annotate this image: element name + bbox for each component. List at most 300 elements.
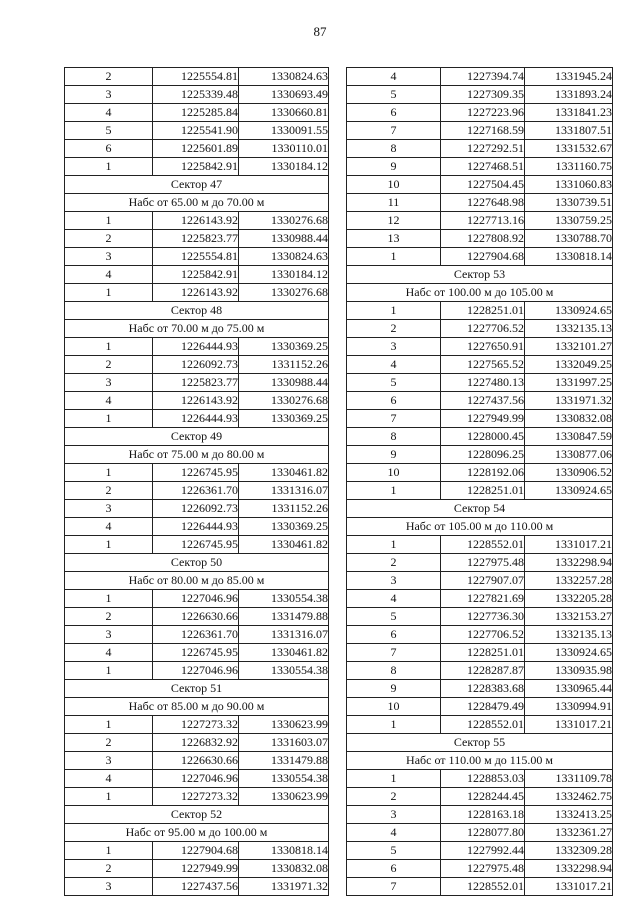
altitude-range-row xyxy=(65,824,329,842)
point-number-cell: 9 xyxy=(347,446,441,464)
coordinates-table-left xyxy=(64,67,329,896)
point-number-cell: 7 xyxy=(347,644,441,662)
y-coordinate-cell: 1330832.08 xyxy=(525,410,613,428)
point-number-cell: 10 xyxy=(347,698,441,716)
sector-header-row xyxy=(65,302,329,320)
x-coordinate-cell: 1228096.25 xyxy=(441,446,525,464)
table-row xyxy=(347,392,613,410)
x-coordinate-cell: 1226444.93 xyxy=(153,410,239,428)
sector-title: Сектор 55 xyxy=(347,734,613,752)
table-row xyxy=(347,122,613,140)
x-coordinate-cell: 1228552.01 xyxy=(441,716,525,734)
x-coordinate-cell: 1228552.01 xyxy=(441,536,525,554)
table-row xyxy=(347,482,613,500)
y-coordinate-cell: 1330935.98 xyxy=(525,662,613,680)
table-row xyxy=(347,662,613,680)
page-number: 87 xyxy=(313,24,327,39)
point-number-cell: 7 xyxy=(347,878,441,896)
x-coordinate-cell: 1227904.68 xyxy=(441,248,525,266)
x-coordinate-cell: 1227904.68 xyxy=(153,842,239,860)
table-row xyxy=(65,248,329,266)
x-coordinate-cell: 1228552.01 xyxy=(441,878,525,896)
x-coordinate-cell: 1227273.32 xyxy=(153,788,239,806)
x-coordinate-cell: 1226361.70 xyxy=(153,482,239,500)
sector-header-row xyxy=(65,176,329,194)
table-row xyxy=(65,626,329,644)
table-row xyxy=(347,176,613,194)
y-coordinate-cell: 1330369.25 xyxy=(239,518,329,536)
point-number-cell: 5 xyxy=(347,842,441,860)
y-coordinate-cell: 1331152.26 xyxy=(239,356,329,374)
point-number-cell: 7 xyxy=(347,122,441,140)
x-coordinate-cell: 1228244.45 xyxy=(441,788,525,806)
table-row xyxy=(347,212,613,230)
table-row xyxy=(347,86,613,104)
point-number-cell: 2 xyxy=(65,356,153,374)
x-coordinate-cell: 1225541.90 xyxy=(153,122,239,140)
x-coordinate-cell: 1227468.51 xyxy=(441,158,525,176)
table-row xyxy=(347,248,613,266)
altitude-range: Набс от 65.00 м до 70.00 м xyxy=(65,194,329,212)
altitude-range: Набс от 100.00 м до 105.00 м xyxy=(347,284,613,302)
x-coordinate-cell: 1225842.91 xyxy=(153,158,239,176)
point-number-cell: 3 xyxy=(347,572,441,590)
table-row xyxy=(347,824,613,842)
y-coordinate-cell: 1331807.51 xyxy=(525,122,613,140)
y-coordinate-cell: 1330554.38 xyxy=(239,662,329,680)
x-coordinate-cell: 1226832.92 xyxy=(153,734,239,752)
point-number-cell: 1 xyxy=(65,590,153,608)
y-coordinate-cell: 1330660.81 xyxy=(239,104,329,122)
x-coordinate-cell: 1225554.81 xyxy=(153,68,239,86)
point-number-cell: 2 xyxy=(65,68,153,86)
y-coordinate-cell: 1330554.38 xyxy=(239,590,329,608)
altitude-range-row xyxy=(65,572,329,590)
point-number-cell: 4 xyxy=(347,824,441,842)
altitude-range-row xyxy=(65,194,329,212)
x-coordinate-cell: 1226143.92 xyxy=(153,284,239,302)
sector-title: Сектор 51 xyxy=(65,680,329,698)
x-coordinate-cell: 1226630.66 xyxy=(153,608,239,626)
x-coordinate-cell: 1227650.91 xyxy=(441,338,525,356)
point-number-cell: 9 xyxy=(347,158,441,176)
x-coordinate-cell: 1227046.96 xyxy=(153,662,239,680)
y-coordinate-cell: 1331532.67 xyxy=(525,140,613,158)
point-number-cell: 1 xyxy=(65,788,153,806)
y-coordinate-cell: 1331109.78 xyxy=(525,770,613,788)
point-number-cell: 4 xyxy=(65,104,153,122)
x-coordinate-cell: 1227437.56 xyxy=(441,392,525,410)
x-coordinate-cell: 1225339.48 xyxy=(153,86,239,104)
y-coordinate-cell: 1332361.27 xyxy=(525,824,613,842)
table-row xyxy=(65,734,329,752)
y-coordinate-cell: 1331017.21 xyxy=(525,716,613,734)
point-number-cell: 6 xyxy=(347,104,441,122)
altitude-range-row xyxy=(347,284,613,302)
y-coordinate-cell: 1330739.51 xyxy=(525,194,613,212)
altitude-range: Набс от 110.00 м до 115.00 м xyxy=(347,752,613,770)
table-row xyxy=(65,140,329,158)
y-coordinate-cell: 1330184.12 xyxy=(239,158,329,176)
table-row xyxy=(347,302,613,320)
point-number-cell: 9 xyxy=(347,680,441,698)
x-coordinate-cell: 1227168.59 xyxy=(441,122,525,140)
x-coordinate-cell: 1227480.13 xyxy=(441,374,525,392)
point-number-cell: 4 xyxy=(65,392,153,410)
point-number-cell: 2 xyxy=(65,608,153,626)
y-coordinate-cell: 1330110.01 xyxy=(239,140,329,158)
y-coordinate-cell: 1331017.21 xyxy=(525,878,613,896)
x-coordinate-cell: 1228853.03 xyxy=(441,770,525,788)
point-number-cell: 4 xyxy=(65,518,153,536)
point-number-cell: 1 xyxy=(65,158,153,176)
table-row xyxy=(347,806,613,824)
x-coordinate-cell: 1227394.74 xyxy=(441,68,525,86)
y-coordinate-cell: 1331060.83 xyxy=(525,176,613,194)
y-coordinate-cell: 1330988.44 xyxy=(239,230,329,248)
x-coordinate-cell: 1228163.18 xyxy=(441,806,525,824)
point-number-cell: 1 xyxy=(347,770,441,788)
x-coordinate-cell: 1225823.77 xyxy=(153,374,239,392)
y-coordinate-cell: 1330924.65 xyxy=(525,482,613,500)
y-coordinate-cell: 1330623.99 xyxy=(239,716,329,734)
y-coordinate-cell: 1331017.21 xyxy=(525,536,613,554)
table-row xyxy=(347,698,613,716)
table-row xyxy=(65,464,329,482)
point-number-cell: 3 xyxy=(65,86,153,104)
x-coordinate-cell: 1227273.32 xyxy=(153,716,239,734)
table-row xyxy=(65,878,329,896)
table-row xyxy=(347,788,613,806)
table-row xyxy=(347,536,613,554)
y-coordinate-cell: 1332462.75 xyxy=(525,788,613,806)
sector-title: Сектор 52 xyxy=(65,806,329,824)
point-number-cell: 10 xyxy=(347,176,441,194)
point-number-cell: 1 xyxy=(347,716,441,734)
point-number-cell: 3 xyxy=(65,752,153,770)
y-coordinate-cell: 1331316.07 xyxy=(239,482,329,500)
table-row xyxy=(65,338,329,356)
y-coordinate-cell: 1330832.08 xyxy=(239,860,329,878)
altitude-range-row xyxy=(347,518,613,536)
x-coordinate-cell: 1227808.92 xyxy=(441,230,525,248)
table-row xyxy=(65,518,329,536)
y-coordinate-cell: 1330461.82 xyxy=(239,464,329,482)
table-row xyxy=(65,158,329,176)
x-coordinate-cell: 1228251.01 xyxy=(441,482,525,500)
point-number-cell: 8 xyxy=(347,662,441,680)
y-coordinate-cell: 1330461.82 xyxy=(239,536,329,554)
point-number-cell: 1 xyxy=(65,212,153,230)
y-coordinate-cell: 1330924.65 xyxy=(525,644,613,662)
table-row xyxy=(347,140,613,158)
table-row xyxy=(347,878,613,896)
y-coordinate-cell: 1330877.06 xyxy=(525,446,613,464)
x-coordinate-cell: 1227949.99 xyxy=(441,410,525,428)
point-number-cell: 13 xyxy=(347,230,441,248)
table-row xyxy=(347,626,613,644)
y-coordinate-cell: 1330461.82 xyxy=(239,644,329,662)
y-coordinate-cell: 1330693.49 xyxy=(239,86,329,104)
x-coordinate-cell: 1227992.44 xyxy=(441,842,525,860)
y-coordinate-cell: 1330824.63 xyxy=(239,248,329,266)
x-coordinate-cell: 1227975.48 xyxy=(441,860,525,878)
y-coordinate-cell: 1330824.63 xyxy=(239,68,329,86)
table-row xyxy=(347,356,613,374)
x-coordinate-cell: 1227975.48 xyxy=(441,554,525,572)
table-row xyxy=(347,320,613,338)
altitude-range: Набс от 105.00 м до 110.00 м xyxy=(347,518,613,536)
y-coordinate-cell: 1330818.14 xyxy=(239,842,329,860)
table-row xyxy=(65,788,329,806)
y-coordinate-cell: 1330788.70 xyxy=(525,230,613,248)
x-coordinate-cell: 1226745.95 xyxy=(153,464,239,482)
y-coordinate-cell: 1330994.91 xyxy=(525,698,613,716)
point-number-cell: 3 xyxy=(347,806,441,824)
point-number-cell: 6 xyxy=(347,860,441,878)
y-coordinate-cell: 1330276.68 xyxy=(239,392,329,410)
point-number-cell: 3 xyxy=(347,338,441,356)
y-coordinate-cell: 1331893.24 xyxy=(525,86,613,104)
table-row xyxy=(347,194,613,212)
table-row xyxy=(347,770,613,788)
table-row xyxy=(347,410,613,428)
y-coordinate-cell: 1331997.25 xyxy=(525,374,613,392)
point-number-cell: 8 xyxy=(347,140,441,158)
altitude-range: Набс от 95.00 м до 100.00 м xyxy=(65,824,329,842)
table-row xyxy=(65,266,329,284)
y-coordinate-cell: 1331479.88 xyxy=(239,752,329,770)
point-number-cell: 1 xyxy=(65,410,153,428)
x-coordinate-cell: 1228000.45 xyxy=(441,428,525,446)
y-coordinate-cell: 1330924.65 xyxy=(525,302,613,320)
sector-header-row xyxy=(347,500,613,518)
table-row xyxy=(347,464,613,482)
point-number-cell: 1 xyxy=(347,302,441,320)
table-row xyxy=(65,716,329,734)
y-coordinate-cell: 1331603.07 xyxy=(239,734,329,752)
point-number-cell: 2 xyxy=(65,230,153,248)
table-row xyxy=(347,158,613,176)
table-row xyxy=(347,428,613,446)
point-number-cell: 4 xyxy=(65,266,153,284)
coordinates-table-right xyxy=(346,67,613,896)
point-number-cell: 3 xyxy=(65,500,153,518)
x-coordinate-cell: 1226444.93 xyxy=(153,518,239,536)
altitude-range-row xyxy=(65,446,329,464)
point-number-cell: 10 xyxy=(347,464,441,482)
sector-title: Сектор 48 xyxy=(65,302,329,320)
y-coordinate-cell: 1330988.44 xyxy=(239,374,329,392)
x-coordinate-cell: 1228479.49 xyxy=(441,698,525,716)
point-number-cell: 8 xyxy=(347,428,441,446)
x-coordinate-cell: 1228077.80 xyxy=(441,824,525,842)
x-coordinate-cell: 1227046.96 xyxy=(153,770,239,788)
altitude-range-row xyxy=(65,698,329,716)
y-coordinate-cell: 1332101.27 xyxy=(525,338,613,356)
y-coordinate-cell: 1332135.13 xyxy=(525,320,613,338)
point-number-cell: 3 xyxy=(65,878,153,896)
x-coordinate-cell: 1227736.30 xyxy=(441,608,525,626)
table-row xyxy=(347,644,613,662)
point-number-cell: 1 xyxy=(65,662,153,680)
y-coordinate-cell: 1332257.28 xyxy=(525,572,613,590)
x-coordinate-cell: 1227706.52 xyxy=(441,626,525,644)
y-coordinate-cell: 1330369.25 xyxy=(239,410,329,428)
x-coordinate-cell: 1225601.89 xyxy=(153,140,239,158)
y-coordinate-cell: 1330965.44 xyxy=(525,680,613,698)
table-row xyxy=(65,770,329,788)
table-row xyxy=(347,842,613,860)
x-coordinate-cell: 1227046.96 xyxy=(153,590,239,608)
point-number-cell: 12 xyxy=(347,212,441,230)
point-number-cell: 2 xyxy=(65,860,153,878)
y-coordinate-cell: 1330759.25 xyxy=(525,212,613,230)
table-row xyxy=(347,104,613,122)
y-coordinate-cell: 1330369.25 xyxy=(239,338,329,356)
x-coordinate-cell: 1225823.77 xyxy=(153,230,239,248)
y-coordinate-cell: 1332298.94 xyxy=(525,860,613,878)
x-coordinate-cell: 1227223.96 xyxy=(441,104,525,122)
x-coordinate-cell: 1226143.92 xyxy=(153,392,239,410)
x-coordinate-cell: 1227907.07 xyxy=(441,572,525,590)
point-number-cell: 1 xyxy=(65,716,153,734)
x-coordinate-cell: 1227713.16 xyxy=(441,212,525,230)
y-coordinate-cell: 1332309.28 xyxy=(525,842,613,860)
table-row xyxy=(347,338,613,356)
x-coordinate-cell: 1227821.69 xyxy=(441,590,525,608)
y-coordinate-cell: 1330184.12 xyxy=(239,266,329,284)
table-row xyxy=(65,644,329,662)
point-number-cell: 6 xyxy=(65,140,153,158)
sector-header-row xyxy=(347,734,613,752)
x-coordinate-cell: 1226630.66 xyxy=(153,752,239,770)
x-coordinate-cell: 1226745.95 xyxy=(153,536,239,554)
table-row xyxy=(65,104,329,122)
y-coordinate-cell: 1330276.68 xyxy=(239,212,329,230)
table-row xyxy=(65,230,329,248)
point-number-cell: 2 xyxy=(347,554,441,572)
x-coordinate-cell: 1226444.93 xyxy=(153,338,239,356)
point-number-cell: 3 xyxy=(65,626,153,644)
sector-header-row xyxy=(65,680,329,698)
table-row xyxy=(65,662,329,680)
point-number-cell: 4 xyxy=(65,644,153,662)
x-coordinate-cell: 1228287.87 xyxy=(441,662,525,680)
y-coordinate-cell: 1332153.27 xyxy=(525,608,613,626)
y-coordinate-cell: 1330091.55 xyxy=(239,122,329,140)
table-row xyxy=(65,752,329,770)
altitude-range: Набс от 70.00 м до 75.00 м xyxy=(65,320,329,338)
table-row xyxy=(347,446,613,464)
sector-title: Сектор 54 xyxy=(347,500,613,518)
table-row xyxy=(65,482,329,500)
x-coordinate-cell: 1227292.51 xyxy=(441,140,525,158)
point-number-cell: 2 xyxy=(65,734,153,752)
table-row xyxy=(65,536,329,554)
sector-header-row xyxy=(65,554,329,572)
point-number-cell: 4 xyxy=(347,590,441,608)
table-row xyxy=(65,608,329,626)
point-number-cell: 2 xyxy=(347,320,441,338)
table-row xyxy=(347,680,613,698)
point-number-cell: 1 xyxy=(347,482,441,500)
y-coordinate-cell: 1332298.94 xyxy=(525,554,613,572)
altitude-range-row xyxy=(65,320,329,338)
x-coordinate-cell: 1226092.73 xyxy=(153,500,239,518)
table-row xyxy=(65,68,329,86)
sector-header-row xyxy=(65,806,329,824)
table-row xyxy=(347,716,613,734)
y-coordinate-cell: 1332049.25 xyxy=(525,356,613,374)
y-coordinate-cell: 1331479.88 xyxy=(239,608,329,626)
table-row xyxy=(65,374,329,392)
point-number-cell: 1 xyxy=(347,536,441,554)
x-coordinate-cell: 1227706.52 xyxy=(441,320,525,338)
table-row xyxy=(65,392,329,410)
table-row xyxy=(347,230,613,248)
x-coordinate-cell: 1227648.98 xyxy=(441,194,525,212)
table-row xyxy=(65,122,329,140)
table-row xyxy=(347,608,613,626)
point-number-cell: 2 xyxy=(65,482,153,500)
x-coordinate-cell: 1227949.99 xyxy=(153,860,239,878)
y-coordinate-cell: 1330554.38 xyxy=(239,770,329,788)
point-number-cell: 7 xyxy=(347,410,441,428)
table-row xyxy=(347,374,613,392)
table-row xyxy=(65,356,329,374)
altitude-range-row xyxy=(347,752,613,770)
x-coordinate-cell: 1226092.73 xyxy=(153,356,239,374)
point-number-cell: 5 xyxy=(347,608,441,626)
point-number-cell: 4 xyxy=(347,356,441,374)
x-coordinate-cell: 1227504.45 xyxy=(441,176,525,194)
y-coordinate-cell: 1332205.28 xyxy=(525,590,613,608)
table-row xyxy=(347,554,613,572)
table-row xyxy=(65,842,329,860)
table-row xyxy=(347,860,613,878)
sector-title: Сектор 47 xyxy=(65,176,329,194)
x-coordinate-cell: 1226143.92 xyxy=(153,212,239,230)
y-coordinate-cell: 1330906.52 xyxy=(525,464,613,482)
y-coordinate-cell: 1330623.99 xyxy=(239,788,329,806)
table-row xyxy=(65,410,329,428)
altitude-range: Набс от 80.00 м до 85.00 м xyxy=(65,572,329,590)
point-number-cell: 1 xyxy=(65,284,153,302)
table-row xyxy=(65,590,329,608)
table-row xyxy=(65,860,329,878)
y-coordinate-cell: 1331160.75 xyxy=(525,158,613,176)
point-number-cell: 2 xyxy=(347,788,441,806)
y-coordinate-cell: 1331841.23 xyxy=(525,104,613,122)
y-coordinate-cell: 1330847.59 xyxy=(525,428,613,446)
y-coordinate-cell: 1330276.68 xyxy=(239,284,329,302)
x-coordinate-cell: 1228383.68 xyxy=(441,680,525,698)
altitude-range: Набс от 75.00 м до 80.00 м xyxy=(65,446,329,464)
y-coordinate-cell: 1330818.14 xyxy=(525,248,613,266)
sector-header-row xyxy=(65,428,329,446)
x-coordinate-cell: 1227437.56 xyxy=(153,878,239,896)
table-row xyxy=(347,68,613,86)
y-coordinate-cell: 1331971.32 xyxy=(239,878,329,896)
point-number-cell: 6 xyxy=(347,626,441,644)
y-coordinate-cell: 1332135.13 xyxy=(525,626,613,644)
point-number-cell: 3 xyxy=(65,374,153,392)
table-row xyxy=(65,284,329,302)
point-number-cell: 5 xyxy=(347,374,441,392)
point-number-cell: 11 xyxy=(347,194,441,212)
point-number-cell: 6 xyxy=(347,392,441,410)
